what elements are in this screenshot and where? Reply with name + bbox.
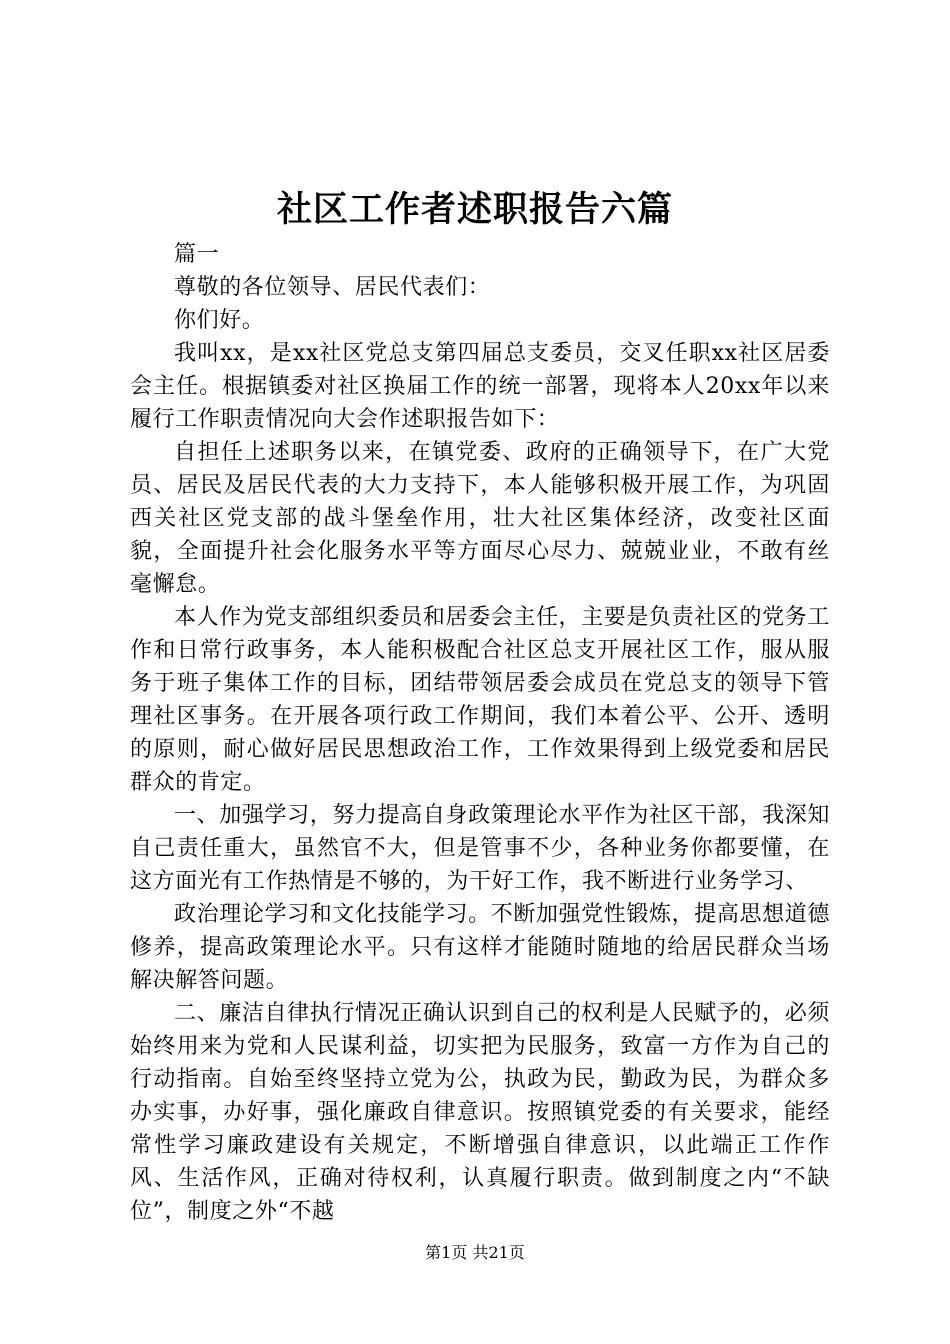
greeting: 你们好。 [174,308,265,333]
document-body [130,238,830,1228]
body-paragraph: 二、廉洁自律执行情况正确认识到自己的权利是人民赋予的，必须始终用来为党和人民谋利益，切实把为民服务，致富一方作为自己的行动指南。自始至终坚持立党为公，执政为民，勤政为民，为群众多办实事，办好事，强化廉政自律意识。按照镇党委的有关要求，能经常性学习廉政建设有关规定，不断增强自律意识，以此端正工作作风、生活作风，正确对待权利，认真履行职责。做到制度之内“不缺位”，制度之外“不越 [130,1001,830,1224]
page-footer: 第1页 共21页 [425,1243,525,1262]
body-paragraph: 我叫xx，是xx社区党总支第四届总支委员，交叉任职xx社区居委会主任。根据镇委对社区换届工作的统一部署，现将本人20xx年以来履行工作职责情况向大会作述职报告如下： [130,341,830,432]
section-heading: 篇一 [174,242,220,267]
body-paragraph: 一、加强学习，努力提高自身政策理论水平作为社区干部，我深知自己责任重大，虽然官不大，但是管事不少，各种业务你都要懂，在这方面光有工作热情是不够的，为干好工作，我不断进行业务学习、 [130,803,830,894]
body-paragraph: 自担任上述职务以来，在镇党委、政府的正确领导下，在广大党员、居民及居民代表的大力支持下，本人能够积极开展工作，为巩固西关社区党支部的战斗堡垒作用，壮大社区集体经济，改变社区面貌，全面提升社会化服务水平等方面尽心尽力、兢兢业业，不敢有丝毫懈怠。 [130,440,830,597]
document-title: 社区工作者述职报告六篇 [276,189,673,230]
body-paragraph: 政治理论学习和文化技能学习。不断加强党性锻炼，提高思想道德修养，提高政策理论水平。只有这样才能随时随地的给居民群众当场解决解答问题。 [130,902,830,993]
body-paragraph: 本人作为党支部组织委员和居委会主任，主要是负责社区的党务工作和日常行政事务，本人能积极配合社区总支开展社区工作，服从服务于班子集体工作的目标，团结带领居委会成员在党总支的领导下管理社区事务。在开展各项行政工作期间，我们本着公平、公开、透明的原则，耐心做好居民思想政治工作，工作效果得到上级党委和居民群众的肯定。 [130,605,830,795]
salutation: 尊敬的各位领导、居民代表们： [174,275,491,300]
